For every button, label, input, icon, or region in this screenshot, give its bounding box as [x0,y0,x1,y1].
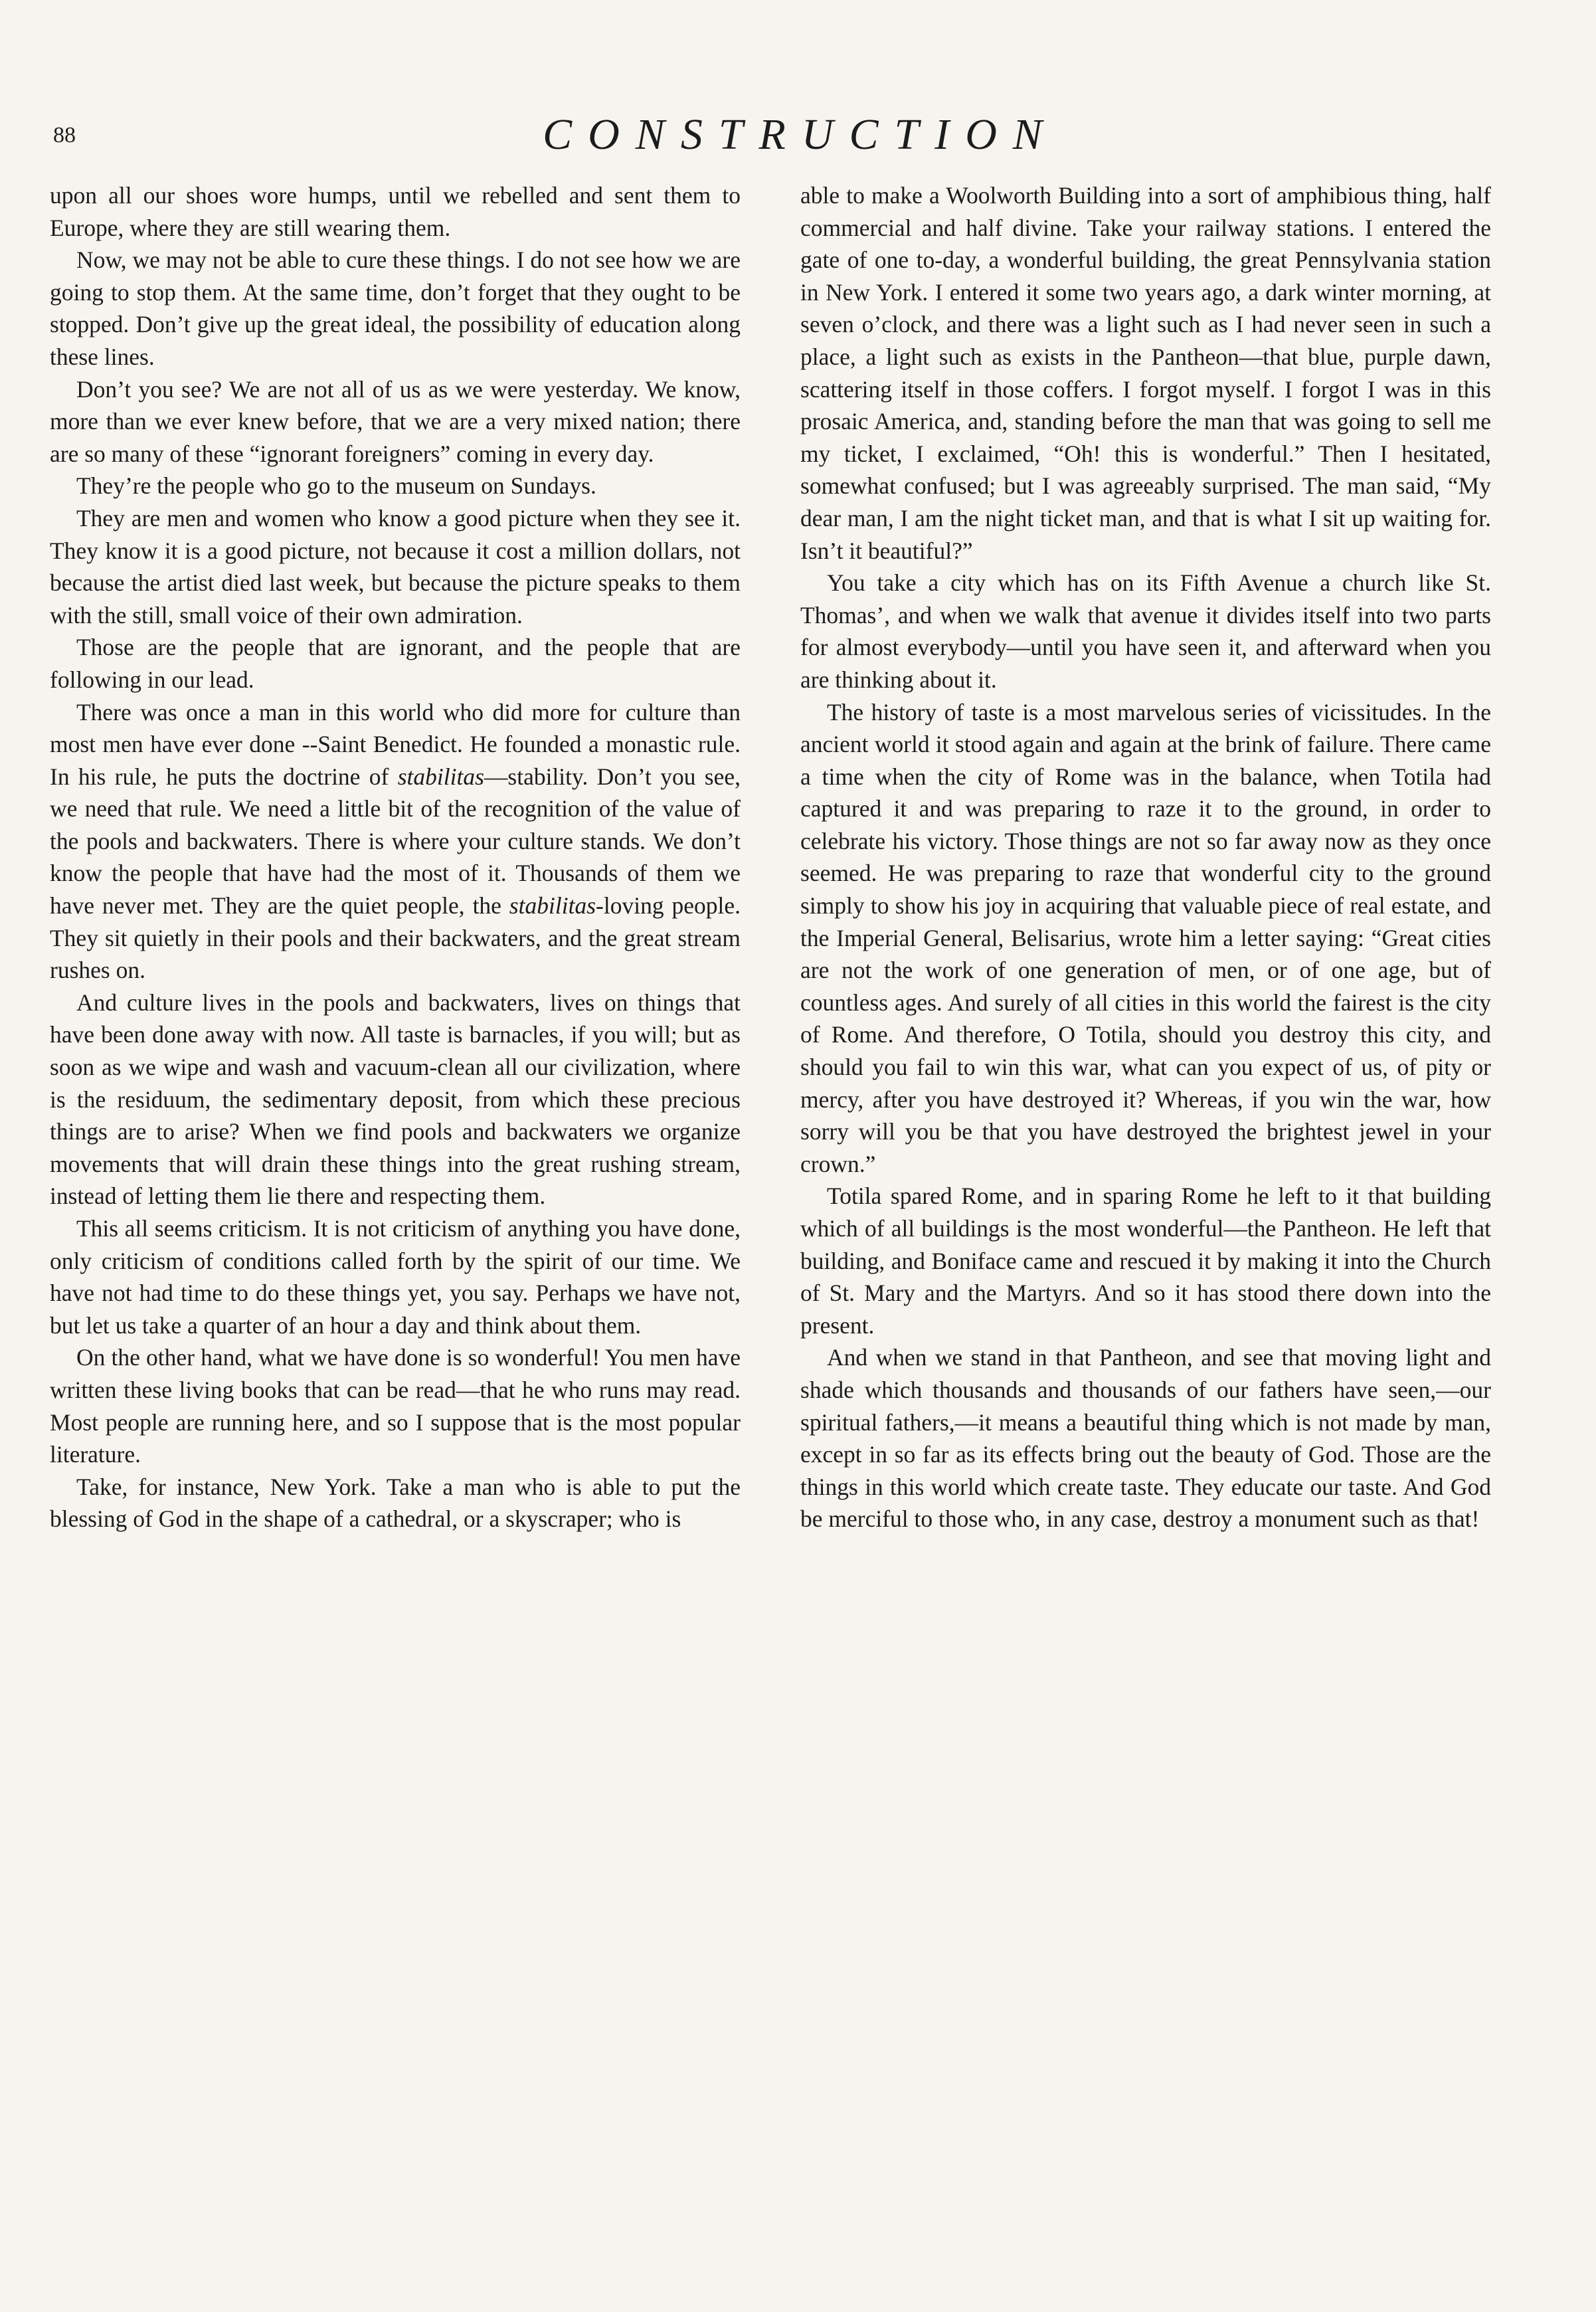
paragraph-text: —stability. Don’t you see, we need that rule. We need a little bit of the recognition of the value of the pools and backwaters. There is where your culture stands. We don’t know the people that have had the most of it. Thousands of them we have never met. They are the quiet people, the [50,763,741,919]
paragraph: Now, we may not be able to cure these things. I do not see how we are going to stop them. At the same time, don’t forget that they ought to be stopped. Don’t give up the great ideal, the possibility of education along these lines. [50,246,741,370]
paragraph: They are men and women who know a good picture when they see it. They know it is a good picture, not because it cost a million dollars, not because the artist died last week, but because the picture speaks to them with the still, small voice of their own admiration. [50,504,741,628]
paragraph: able to make a Woolworth Building into a sort of amphibious thing, half commercial and half divine. Take your railway stations. I entered the gate of one to-day, a wonderful building, the great Pennsylvania station in New York. I entered it some two years ago, a dark winter morning, at seven o’clock, and there was a light such as I had never seen in such a place, a light such as exists in the Pantheon—that blue, purple dawn, scattering itself in those coffers. I forgot myself. I forgot I was in this prosaic America, and, standing before the man that was going to sell me my ticket, I exclaimed, “Oh! this is wonderful.” Then I hesitated, somewhat confused; but I was agreeably surprised. The man said, “My dear man, I am the night ticket man, and that is what I sit up waiting for. Isn’t it beautiful?” [800,182,1491,564]
paragraph: On the other hand, what we have done is so wonderful! You men have written these living books that can be read—that he who runs may read. Most people are running here, and so I suppose that is the most popular literature. [50,1344,741,1468]
paragraph: Don’t you see? We are not all of us as we were yesterday. We know, more than we ever knew before, that we are a very mixed nation; there are so many of these “ignorant foreigners” coming in every day. [50,375,741,467]
page-header [46,106,1554,166]
paragraph: And when we stand in that Pantheon, and see that moving light and shade which thousands and thousands of our fathers have seen,—our spiritual fathers,—it means a beautiful thing which is not made by man, except in so far as its effects bring out the beauty of God. Those are the things in this world which create taste. They educate our taste. And God be merciful to those who, in any case, destroy a monument such as that! [800,1344,1491,1533]
paragraph: You take a city which has on its Fifth Avenue a church like St. Thomas’, and when we walk that avenue it divides itself into two parts for almost everybody—until you have seen it, and afterward when you are thinking about it. [800,569,1491,693]
right-column [800,179,1491,1535]
paragraph: This all seems criticism. It is not criticism of anything you have done, only criticism of conditions called forth by the spirit of our time. We have not had time to do these things yet, you say. Perhaps we have not, but let us take a quarter of an hour a day and think about them. [50,1215,741,1339]
italic-term: stabilitas [509,892,596,919]
paragraph: Take, for instance, New York. Take a man who is able to put the blessing of God in the shape of a cathedral, or a skyscraper; who is [50,1473,741,1533]
paragraph: Totila spared Rome, and in sparing Rome he left to it that building which of all buildings is the most wonderful—the Pantheon. He left that building, and Boniface came and rescued it by making it into the Church of St. Mary and the Martyrs. And so it has stood there down into the present. [800,1183,1491,1339]
italic-term: stabilitas [397,763,484,790]
paragraph: And culture lives in the pools and backwaters, lives on things that have been done away with now. All taste is barnacles, if you will; but as soon as we wipe and wash and vacuum-clean all our civilization, where is the residuum, the sedimentary deposit, from which these precious things are to arise? When we find pools and backwaters we organize movements that will drain these things into the great rushing stream, instead of letting them lie there and respecting them. [50,989,741,1210]
paragraph: upon all our shoes wore humps, until we rebelled and sent them to Europe, where they are still wearing them. [50,182,741,241]
running-title: CONSTRUCTION [543,110,1058,159]
paragraph: Those are the people that are ignorant, and the people that are following in our lead. [50,634,741,693]
paragraph-stabilitas [50,696,741,987]
paragraph: They’re the people who go to the museum on Sundays. [76,472,596,500]
paragraph-text: There was once a man in this world who did more for culture than most men have ever done --Saint Benedict. He founded a monastic rule. In his rule, he puts the doctrine of [50,698,741,790]
left-column [50,179,741,1535]
paragraph: The history of taste is a most marvelous series of vicissitudes. In the ancient world it stood again and again at the brink of failure. There came a time when the city of Rome was in the balance, when Totila had captured it and was preparing to raze it to the ground, in order to celebrate his victory. Those things are not so far away now as they once seemed. He was preparing to raze that wonderful city to the ground simply to show his joy in acquiring that valuable piece of real estate, and the Imperial General, Belisarius, wrote him a letter saying: “Great cities are not the work of one generation of men, or of one age, but of countless ages. And surely of all cities in this world the fairest is the city of Rome. And therefore, O Totila, should you destroy this city, and should you fail to win this war, what can you expect of us, of pity or mercy, after you have destroyed it? Whereas, if you win the war, how sorry will you be that you have destroyed the brightest jewel in your crown.” [800,698,1491,1177]
page-number: 88 [53,123,76,147]
paragraph-text: -loving people. They sit quietly in their pools and their backwaters, and the great stream rushes on. [50,892,741,984]
